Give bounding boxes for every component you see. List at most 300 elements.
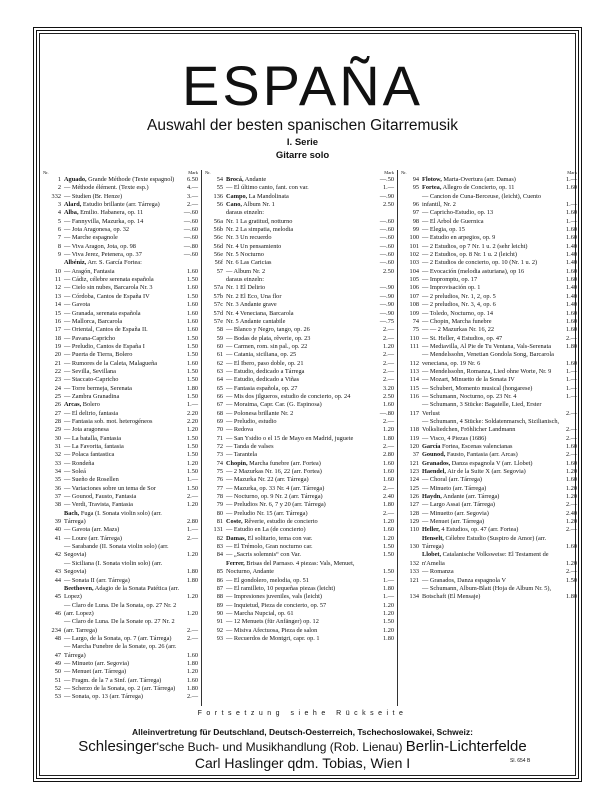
catalog-entry bbox=[43, 618, 198, 635]
entry-title bbox=[226, 585, 377, 593]
entry-text: — Variaciones sobre un tema de Sor bbox=[64, 484, 156, 492]
entry-price: 1.80 bbox=[382, 434, 394, 442]
entry-number: 70 bbox=[216, 426, 223, 434]
entry-number: 81 bbox=[216, 518, 223, 526]
entry-number: 101 bbox=[409, 242, 419, 250]
entry-price: 2.— bbox=[565, 426, 577, 434]
entry-title bbox=[226, 401, 377, 409]
entry-number: 66 bbox=[216, 392, 223, 400]
entry-title bbox=[422, 318, 560, 326]
entry-composer: Henselt, bbox=[422, 534, 444, 542]
catalog-entry bbox=[205, 476, 394, 484]
entry-price: —.60 bbox=[183, 234, 198, 242]
entry-text: — Claro de Luna. De la Sonata, op. 27 Nr. 2 (arr. Lopez) bbox=[64, 601, 177, 617]
entry-price: 1.— bbox=[565, 176, 577, 183]
entry-number: 37 bbox=[412, 451, 419, 459]
entry-text: — Polonesa brillante Nr. 2 bbox=[226, 409, 294, 417]
catalog-entry bbox=[43, 376, 198, 384]
entry-composer: Beethoven, bbox=[64, 584, 94, 592]
entry-text: — Mendelssohn, Romanza, Lied ohne Worte, Nr. 9 bbox=[422, 367, 552, 375]
entry-title bbox=[422, 209, 560, 217]
entry-price: 1.50 bbox=[186, 334, 198, 342]
entry-title bbox=[226, 526, 377, 534]
entry-price: 1.50 bbox=[382, 543, 394, 551]
entry-title bbox=[64, 426, 181, 434]
entry-number: 95 bbox=[412, 184, 419, 192]
entry-text: — Verdi, Travista, Fantasia bbox=[64, 501, 133, 509]
entry-text: — El Trémolo, Gran nocturno car. bbox=[226, 543, 313, 551]
catalog-entry bbox=[205, 360, 394, 368]
entry-title bbox=[422, 535, 560, 552]
entry-title bbox=[226, 485, 377, 493]
entry-text: Air de la Suite X (arr. Segovia) bbox=[447, 468, 526, 476]
entry-title bbox=[226, 577, 377, 585]
entry-text: — Sonata II (arr. Tárrega) bbox=[64, 576, 130, 584]
catalog-entry bbox=[205, 610, 394, 618]
entry-number: 56c bbox=[213, 234, 223, 242]
entry-title bbox=[226, 518, 377, 526]
entry-title bbox=[226, 593, 377, 601]
entry-number: 60 bbox=[216, 342, 223, 350]
catalog-entry bbox=[43, 226, 198, 234]
entry-price: 1.— bbox=[382, 184, 394, 192]
entry-number: 131 bbox=[213, 526, 223, 534]
entry-title bbox=[422, 393, 560, 401]
catalog-entry bbox=[43, 385, 198, 393]
entry-price: 1.80 bbox=[565, 342, 577, 350]
entry-number: 71 bbox=[216, 434, 223, 442]
catalog-entry bbox=[43, 418, 198, 426]
catalog-entry bbox=[401, 510, 577, 518]
entry-price: —.80 bbox=[379, 409, 394, 417]
entry-number: 2 bbox=[57, 184, 61, 192]
entry-price: 4.— bbox=[186, 184, 198, 192]
entry-price: 1.— bbox=[186, 401, 198, 409]
entry-price: 2.— bbox=[186, 634, 198, 642]
catalog-entry bbox=[43, 410, 198, 418]
nr-header: Nr. bbox=[401, 170, 407, 175]
entry-number: 129 bbox=[409, 518, 419, 526]
entry-title bbox=[422, 493, 560, 501]
catalog-entry bbox=[43, 218, 198, 226]
entry-price: 1.60 bbox=[565, 226, 577, 234]
entry-number: 33 bbox=[54, 459, 61, 467]
entry-price: 1.60 bbox=[382, 476, 394, 484]
entry-number: 78 bbox=[216, 493, 223, 501]
entry-title bbox=[64, 326, 181, 334]
catalog-entry bbox=[43, 643, 198, 660]
entry-number: 48 bbox=[54, 634, 61, 642]
entry-number: 116 bbox=[409, 392, 419, 400]
entry-price: 1.20 bbox=[186, 459, 198, 467]
entry-price: 1.40 bbox=[565, 259, 577, 267]
entry-number: 18 bbox=[54, 334, 61, 342]
entry-price: —.60 bbox=[379, 242, 394, 250]
entry-text: Nr. 4 Veneciana, Barcarola bbox=[226, 309, 294, 317]
entry-text: — Polaca fantastica bbox=[64, 451, 115, 459]
entry-text: — Puerta de Tierra, Bolero bbox=[64, 351, 133, 359]
entry-price: 2.20 bbox=[186, 409, 198, 417]
entry-text: — Impresiones juveniles, vals (leicht) bbox=[226, 593, 323, 601]
entry-text: — Marche espagnole bbox=[64, 234, 118, 242]
catalog-entry bbox=[43, 234, 198, 242]
entry-text: — Mazurka Nr. 22 (arr. Tárrega) bbox=[226, 476, 309, 484]
entry-text: Fortea, Escenas valencianas bbox=[442, 443, 513, 450]
entry-text: Nr. 5 Nocturno bbox=[226, 251, 264, 259]
entry-text: — Evocación (melodia asturiana), op 16 bbox=[422, 267, 525, 275]
entry-text: — El delirio, fantasia bbox=[64, 409, 119, 417]
entry-number: 50 bbox=[54, 668, 61, 676]
entry-number: 34 bbox=[54, 468, 61, 476]
entry-number: 57 bbox=[216, 267, 223, 275]
entry-number: 94 bbox=[412, 176, 419, 183]
entry-price: —.60 bbox=[183, 251, 198, 259]
entry-text: — Largo, de la Sonata, op. 7 (arr. Tárrega) bbox=[64, 634, 172, 642]
catalog-entry bbox=[43, 351, 198, 359]
entry-composer: Haendel, bbox=[422, 468, 446, 476]
entry-number: 93 bbox=[216, 634, 223, 642]
entry-price: —.60 bbox=[183, 226, 198, 234]
entry-text: — Fannyvilla, Mazurka, op. 14 bbox=[64, 217, 144, 225]
entry-title bbox=[226, 276, 377, 284]
entry-title bbox=[64, 460, 181, 468]
entry-number: 118 bbox=[409, 426, 419, 434]
entry-text: daraus einzeln: bbox=[226, 209, 264, 217]
catalog-entry bbox=[401, 293, 577, 301]
catalog-entry bbox=[43, 201, 198, 209]
catalog-entry bbox=[205, 209, 394, 217]
entry-price: 1.80 bbox=[382, 634, 394, 642]
entry-text: — La Favorita, fantasia bbox=[64, 443, 124, 450]
entry-number: 124 bbox=[409, 476, 419, 484]
entry-price: 1.60 bbox=[565, 476, 577, 484]
entry-number: 56f bbox=[214, 259, 223, 267]
entry-price: 1.20 bbox=[186, 426, 198, 434]
entry-price: 1.60 bbox=[565, 543, 577, 551]
entry-text: — Preludio, Cantos de España I bbox=[64, 342, 145, 350]
entry-title bbox=[64, 243, 181, 251]
entry-text: Nr. 6 Las Caricias bbox=[226, 259, 272, 267]
catalog-entry bbox=[205, 301, 394, 309]
catalog-entry bbox=[43, 259, 198, 267]
entry-title bbox=[64, 193, 181, 201]
entry-title bbox=[64, 401, 181, 409]
entry-text: — Rondeña bbox=[64, 459, 95, 467]
catalog-entry bbox=[43, 543, 198, 560]
entry-price: 2.— bbox=[565, 501, 577, 509]
entry-price: 2.— bbox=[565, 334, 577, 342]
entry-number: 40 bbox=[54, 526, 61, 534]
entry-number: 56b bbox=[213, 226, 223, 234]
entry-title bbox=[226, 360, 377, 368]
catalog-entry bbox=[43, 585, 198, 602]
entry-title bbox=[422, 451, 560, 459]
entry-price: 2.— bbox=[565, 568, 577, 576]
entry-price: 2.80 bbox=[186, 518, 198, 526]
entry-price: 1.60 bbox=[186, 326, 198, 334]
price-header: Mark bbox=[188, 170, 198, 175]
catalog-entry bbox=[401, 468, 577, 476]
entry-text: Grande Méthode (Texte espagnol) bbox=[88, 176, 175, 183]
entry-number: 22 bbox=[54, 367, 61, 375]
price-header: Mark bbox=[567, 170, 577, 175]
entry-price: 2.— bbox=[186, 534, 198, 542]
entry-price: —.60 bbox=[379, 234, 394, 242]
agency-line: Alleinvertretung für Deutschland, Deutsch-Oesterreich, Tschechoslowakei, Schweiz: bbox=[132, 727, 473, 737]
entry-title bbox=[226, 201, 377, 209]
catalog-entry bbox=[401, 551, 577, 568]
catalog-entry bbox=[205, 251, 394, 259]
entry-price: 2.— bbox=[382, 351, 394, 359]
entry-title bbox=[422, 326, 560, 334]
entry-number: 13 bbox=[54, 292, 61, 300]
entry-text: — Claro de Luna. De la Sonate op. 27 Nr. 2 (arr. Tarrega) bbox=[64, 618, 175, 634]
entry-price: 1.60 bbox=[382, 526, 394, 534]
entry-text: 4 Estudios, op. 47 (arr. Fortea) bbox=[441, 526, 519, 534]
entry-price: 1.60 bbox=[565, 209, 577, 217]
catalog-entry bbox=[205, 493, 394, 501]
catalog-entry bbox=[205, 226, 394, 234]
nr-header: Nr. bbox=[43, 170, 49, 175]
entry-title bbox=[226, 451, 377, 459]
catalog-entry bbox=[43, 660, 198, 668]
entry-title bbox=[226, 460, 377, 468]
entry-price: 1.20 bbox=[382, 426, 394, 434]
catalog-entry bbox=[205, 635, 394, 643]
entry-price: —.90 bbox=[379, 309, 394, 317]
entry-number: 75 bbox=[216, 468, 223, 476]
entry-text: Allegro de Concierto, op. 11 bbox=[442, 184, 515, 192]
entry-price: 1.20 bbox=[186, 501, 198, 509]
entry-title bbox=[422, 234, 560, 242]
entry-price: 2.50 bbox=[382, 201, 394, 209]
catalog-entry bbox=[205, 268, 394, 276]
entry-title bbox=[422, 251, 560, 259]
catalog-entry bbox=[401, 376, 577, 384]
entry-price: 2.— bbox=[565, 451, 577, 459]
entry-text: Nr. 3 Un recuerdo bbox=[226, 234, 272, 242]
entry-number: 4 bbox=[57, 209, 61, 217]
entry-composer: Bach, bbox=[64, 509, 80, 517]
entry-title bbox=[422, 335, 560, 343]
entry-price: —.90 bbox=[379, 284, 394, 292]
catalog-entry bbox=[43, 293, 198, 301]
entry-text: El solitario, tema con var. bbox=[247, 534, 313, 542]
entry-text: — Mis dos jilgueros, estudio de concierto, op. 24 bbox=[226, 392, 351, 400]
entry-title bbox=[226, 335, 377, 343]
entry-number: 100 bbox=[409, 234, 419, 242]
entry-price: 1.60 bbox=[186, 309, 198, 317]
entry-text: — Recuerdos de Montgri, capr. op. 1 bbox=[226, 634, 320, 642]
entry-title bbox=[226, 243, 377, 251]
entry-price: 1.60 bbox=[186, 317, 198, 325]
entry-title bbox=[64, 618, 181, 635]
entry-text: — Córdoba, Cantos de España IV bbox=[64, 292, 150, 300]
entry-price: —.60 bbox=[379, 251, 394, 259]
catalog-entry bbox=[401, 577, 577, 585]
entry-title bbox=[64, 310, 181, 318]
catalog-entry bbox=[401, 501, 577, 509]
entry-text: — La batalla, Fantasia bbox=[64, 434, 122, 442]
entry-title bbox=[422, 226, 560, 234]
entry-title bbox=[64, 693, 181, 701]
entry-title bbox=[64, 393, 181, 401]
entry-number: 53 bbox=[54, 693, 61, 701]
entry-number: 76 bbox=[216, 476, 223, 484]
entry-number: 31 bbox=[54, 443, 61, 450]
entry-number: 72 bbox=[216, 443, 223, 450]
entry-title bbox=[422, 351, 560, 368]
entry-title bbox=[64, 485, 181, 493]
entry-number: 17 bbox=[54, 326, 61, 334]
entry-title bbox=[64, 259, 181, 267]
catalog-entry bbox=[205, 201, 394, 209]
plate-code: Sl. 654 B bbox=[510, 758, 531, 764]
entry-title bbox=[422, 435, 560, 443]
entry-price: 1.40 bbox=[565, 284, 577, 292]
entry-title bbox=[64, 209, 181, 217]
entry-number: 12 bbox=[54, 284, 61, 292]
entry-text: Nr. 1 El Delirio bbox=[226, 284, 266, 292]
entry-text: — Bodas de plata, rêverie, op. 23 bbox=[226, 334, 311, 342]
catalog-entry bbox=[205, 310, 394, 318]
entry-title bbox=[226, 418, 377, 426]
entry-number: 54 bbox=[216, 176, 223, 183]
entry-title bbox=[422, 460, 560, 468]
entry-number: 68 bbox=[216, 409, 223, 417]
entry-title bbox=[64, 443, 181, 451]
entry-text: — Sarabande (II. Sonata violin solo) (arr. Segovia) bbox=[64, 543, 169, 559]
entry-text: Andante (arr. Tárrega) bbox=[443, 493, 500, 501]
entry-price: —.90 bbox=[379, 292, 394, 300]
catalog-entry bbox=[43, 685, 198, 693]
catalog-entry bbox=[43, 318, 198, 326]
publisher-line bbox=[0, 738, 605, 755]
entry-composer: Damas, bbox=[226, 534, 247, 542]
entry-title bbox=[64, 526, 181, 534]
entry-number: 58 bbox=[216, 326, 223, 334]
entry-price: 1.50 bbox=[186, 484, 198, 492]
entry-text: — Minueto (arr. Segovia) bbox=[64, 659, 130, 667]
entry-text: — Schumann, Nocturno, op. 23 Nr. 4 bbox=[422, 392, 517, 400]
entry-title bbox=[64, 435, 181, 443]
entry-title bbox=[226, 635, 377, 643]
entry-text: — 2 Mazurkas Nr. 16, 22 (arr. Fortea) bbox=[226, 468, 322, 476]
entry-title bbox=[226, 551, 377, 559]
catalog-entry bbox=[401, 485, 577, 493]
catalog-entry bbox=[401, 176, 577, 184]
catalog-entry bbox=[43, 284, 198, 292]
entry-price: 1.40 bbox=[565, 251, 577, 259]
entry-text: — Improvisación op. 1 bbox=[422, 284, 481, 292]
catalog-entry bbox=[43, 243, 198, 251]
entry-price: 2.40 bbox=[382, 493, 394, 501]
entry-text: — Blanco y Negro, tango, op. 26 bbox=[226, 326, 310, 334]
entry-title bbox=[226, 610, 377, 618]
entry-price: 1.50 bbox=[186, 276, 198, 284]
entry-number: 46 bbox=[54, 609, 61, 617]
entry-price: 2.50 bbox=[382, 392, 394, 400]
entry-number: 44 bbox=[54, 576, 61, 584]
entry-number: 117 bbox=[409, 409, 419, 417]
entry-number: 332 bbox=[51, 192, 61, 200]
entry-title bbox=[64, 276, 181, 284]
entry-number: 28 bbox=[54, 417, 61, 425]
catalog-entry bbox=[43, 360, 198, 368]
entry-price: 1.50 bbox=[186, 292, 198, 300]
entry-composer: Alard, bbox=[64, 201, 82, 209]
entry-number: 3 bbox=[57, 201, 61, 209]
entry-title bbox=[226, 268, 377, 276]
entry-title bbox=[422, 301, 560, 309]
entry-text: — Nocturno, op. 9 Nr. 2 (arr. Tárrega) bbox=[226, 493, 323, 501]
entry-composer: Coste, bbox=[226, 518, 243, 526]
entry-text: — El Ibero, paso doble, op. 21 bbox=[226, 359, 304, 367]
entry-title bbox=[64, 251, 181, 259]
entry-number: 106 bbox=[409, 284, 419, 292]
entry-text: Nr. 1 La gratitud, notturno bbox=[226, 217, 293, 225]
entry-number: 39 bbox=[54, 518, 61, 526]
entry-price: 1.20 bbox=[382, 342, 394, 350]
entry-number: 83 bbox=[216, 543, 223, 551]
entry-price: 1.60 bbox=[186, 284, 198, 292]
entry-price: 1.20 bbox=[565, 559, 577, 567]
catalog-entry bbox=[205, 234, 394, 242]
entry-title bbox=[64, 184, 181, 192]
catalog-entry bbox=[401, 476, 577, 484]
entry-composer: Heller, bbox=[422, 526, 440, 534]
entry-price: 1.— bbox=[565, 201, 577, 209]
catalog-entry bbox=[401, 318, 577, 326]
catalog-entry bbox=[401, 443, 577, 451]
entry-price: 1.20 bbox=[186, 668, 198, 676]
catalog-entry bbox=[401, 585, 577, 602]
entry-number: 80 bbox=[216, 509, 223, 517]
entry-number: 136 bbox=[213, 192, 223, 200]
catalog-entry bbox=[205, 518, 394, 526]
catalog-entry bbox=[43, 476, 198, 484]
entry-number: 15 bbox=[54, 309, 61, 317]
entry-text: — 2 Estudios, op 7 Nr. 1 u. 2 (sehr leicht) bbox=[422, 242, 528, 250]
entry-price: 1.50 bbox=[186, 451, 198, 459]
entry-text: — 2 Estudios, op. 8 Nr. 1 u. 2 (leicht) bbox=[422, 251, 517, 259]
entry-price: —.60 bbox=[379, 217, 394, 225]
entry-composer: García bbox=[422, 443, 441, 450]
catalog-entry bbox=[43, 401, 198, 409]
entry-price: 2.— bbox=[186, 626, 198, 634]
entry-composer: Arcas, bbox=[64, 401, 82, 409]
entry-number: 108 bbox=[409, 301, 419, 309]
entry-number: 120 bbox=[409, 443, 419, 450]
catalog-entry bbox=[401, 301, 577, 309]
entry-price: 1.80 bbox=[186, 684, 198, 692]
entry-text: — Carmen, rom. sin pal., op. 22 bbox=[226, 342, 308, 350]
category-label: Gitarre solo bbox=[275, 150, 330, 161]
entry-price: 1.20 bbox=[565, 468, 577, 476]
entry-number: 38 bbox=[54, 501, 61, 509]
entry-number: 64 bbox=[216, 376, 223, 384]
entry-text: — Siciliana (I. Sonata violin solo) (arr. Segovia) bbox=[64, 559, 163, 576]
entry-number: 63 bbox=[216, 367, 223, 375]
entry-text: Bolero bbox=[82, 401, 100, 409]
entry-price: 1.20 bbox=[565, 493, 577, 501]
entry-number: 45 bbox=[54, 593, 61, 601]
entry-price: 1.— bbox=[565, 217, 577, 225]
catalog-entry bbox=[205, 259, 394, 267]
entry-price: 1.— bbox=[382, 593, 394, 601]
entry-title bbox=[64, 501, 181, 509]
entry-number: 121 bbox=[409, 576, 419, 584]
